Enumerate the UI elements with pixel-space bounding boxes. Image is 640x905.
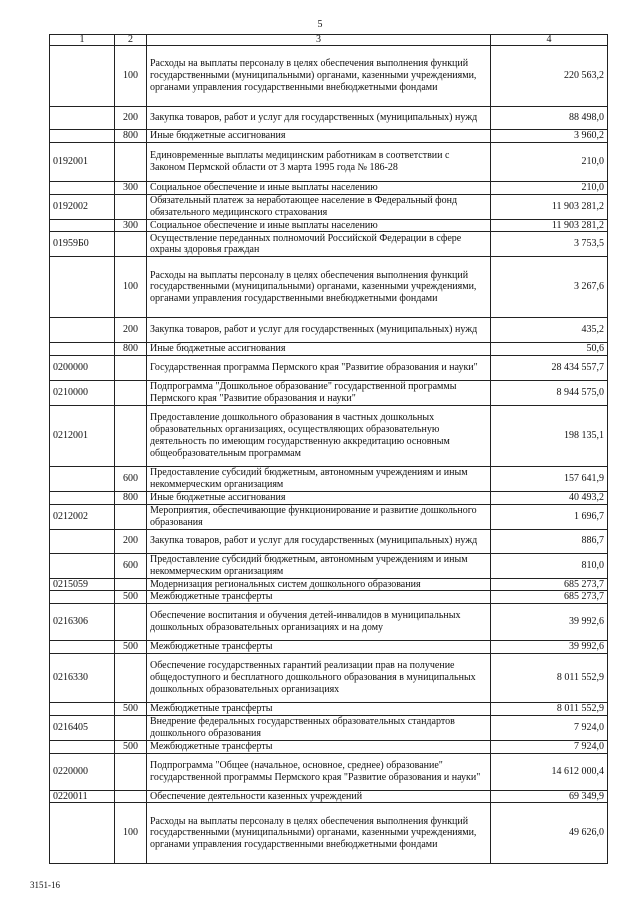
row-amount: 198 135,1 xyxy=(491,405,608,466)
table-row xyxy=(50,803,608,864)
row-code xyxy=(50,46,115,107)
row-code xyxy=(50,529,115,553)
table-row xyxy=(50,504,608,529)
row-expense-type: 100 xyxy=(115,257,147,318)
row-name: Расходы на выплаты персоналу в целях обеспечения выполнения функций государственными (муниципальными) органами, казенными учреждениями, органами управления государственными внебюджетными фондами xyxy=(147,257,491,318)
table-row xyxy=(50,46,608,107)
row-amount: 435,2 xyxy=(491,318,608,343)
row-expense-type xyxy=(115,604,147,641)
table-row xyxy=(50,142,608,181)
table-row xyxy=(50,491,608,504)
table-row xyxy=(50,130,608,143)
row-name: Иные бюджетные ассигнования xyxy=(147,491,491,504)
header-col-1: 1 xyxy=(50,35,115,46)
row-amount: 8 944 575,0 xyxy=(491,381,608,406)
table-row xyxy=(50,232,608,257)
table-row xyxy=(50,257,608,318)
table-row xyxy=(50,529,608,553)
row-code xyxy=(50,553,115,578)
table-row xyxy=(50,702,608,715)
row-name: Расходы на выплаты персоналу в целях обеспечения выполнения функций государственными (муниципальными) органами, казенными учреждениями, органами управления государственными внебюджетными фондами xyxy=(147,46,491,107)
row-name: Межбюджетные трансферты xyxy=(147,702,491,715)
row-name: Расходы на выплаты персоналу в целях обеспечения выполнения функций государственными (муниципальными) органами, казенными учреждениями, органами управления государственными внебюджетными фондами xyxy=(147,803,491,864)
row-amount: 88 498,0 xyxy=(491,107,608,130)
row-name: Иные бюджетные ассигнования xyxy=(147,343,491,356)
row-expense-type xyxy=(115,381,147,406)
table-row xyxy=(50,318,608,343)
row-amount: 685 273,7 xyxy=(491,591,608,604)
row-expense-type: 500 xyxy=(115,641,147,654)
row-code xyxy=(50,466,115,491)
row-name: Модернизация региональных систем дошкольного образования xyxy=(147,578,491,591)
row-amount: 1 696,7 xyxy=(491,504,608,529)
table-row xyxy=(50,653,608,702)
table-row xyxy=(50,466,608,491)
row-amount: 8 011 552,9 xyxy=(491,702,608,715)
row-expense-type: 800 xyxy=(115,491,147,504)
row-amount: 685 273,7 xyxy=(491,578,608,591)
row-amount: 220 563,2 xyxy=(491,46,608,107)
row-amount: 28 434 557,7 xyxy=(491,356,608,381)
row-name: Государственная программа Пермского края "Развитие образования и науки" xyxy=(147,356,491,381)
row-name: Межбюджетные трансферты xyxy=(147,591,491,604)
row-expense-type: 500 xyxy=(115,591,147,604)
table-row xyxy=(50,181,608,194)
row-expense-type: 200 xyxy=(115,529,147,553)
row-expense-type xyxy=(115,715,147,740)
row-expense-type xyxy=(115,504,147,529)
table-row xyxy=(50,740,608,753)
row-code: 0220011 xyxy=(50,790,115,803)
row-code xyxy=(50,491,115,504)
table-row xyxy=(50,553,608,578)
row-expense-type: 200 xyxy=(115,107,147,130)
row-expense-type: 100 xyxy=(115,803,147,864)
header-col-4: 4 xyxy=(491,35,608,46)
row-amount: 50,6 xyxy=(491,343,608,356)
document-code: 3151-16 xyxy=(30,880,60,890)
table-row xyxy=(50,641,608,654)
row-amount: 11 903 281,2 xyxy=(491,219,608,232)
row-expense-type: 800 xyxy=(115,130,147,143)
row-name: Внедрение федеральных государственных образовательных стандартов дошкольного образования xyxy=(147,715,491,740)
row-amount: 210,0 xyxy=(491,181,608,194)
row-name: Подпрограмма "Дошкольное образование" государственной программы Пермского края "Развитие образования и науки" xyxy=(147,381,491,406)
row-amount: 11 903 281,2 xyxy=(491,194,608,219)
header-col-3: 3 xyxy=(147,35,491,46)
row-expense-type: 300 xyxy=(115,219,147,232)
row-name: Подпрограмма "Общее (начальное, основное, среднее) образование" государственной программы Пермского края "Развитие образования и науки" xyxy=(147,753,491,790)
row-name: Социальное обеспечение и иные выплаты населению xyxy=(147,219,491,232)
row-code xyxy=(50,318,115,343)
row-name: Предоставление субсидий бюджетным, автономным учреждениям и иным некоммерческим организациям xyxy=(147,466,491,491)
table-row xyxy=(50,343,608,356)
row-amount: 14 612 000,4 xyxy=(491,753,608,790)
row-code: 0216306 xyxy=(50,604,115,641)
table-header-row xyxy=(50,35,608,46)
row-expense-type xyxy=(115,753,147,790)
row-expense-type: 500 xyxy=(115,702,147,715)
row-expense-type xyxy=(115,356,147,381)
row-expense-type xyxy=(115,653,147,702)
row-code xyxy=(50,803,115,864)
row-amount: 39 992,6 xyxy=(491,641,608,654)
row-amount: 3 960,2 xyxy=(491,130,608,143)
row-expense-type xyxy=(115,790,147,803)
row-amount: 39 992,6 xyxy=(491,604,608,641)
table-row xyxy=(50,604,608,641)
row-code: 0212001 xyxy=(50,405,115,466)
row-expense-type: 200 xyxy=(115,318,147,343)
table-row xyxy=(50,591,608,604)
row-name: Иные бюджетные ассигнования xyxy=(147,130,491,143)
row-name: Межбюджетные трансферты xyxy=(147,641,491,654)
row-name: Закупка товаров, работ и услуг для государственных (муниципальных) нужд xyxy=(147,529,491,553)
row-code: 0192001 xyxy=(50,142,115,181)
row-name: Закупка товаров, работ и услуг для государственных (муниципальных) нужд xyxy=(147,107,491,130)
row-expense-type xyxy=(115,194,147,219)
row-name: Обеспечение государственных гарантий реализации прав на получение общедоступного и бесплатного дошкольного образования в муниципальных дошкольных образовательных организациях xyxy=(147,653,491,702)
row-code xyxy=(50,740,115,753)
row-amount: 157 641,9 xyxy=(491,466,608,491)
row-amount: 810,0 xyxy=(491,553,608,578)
row-code xyxy=(50,181,115,194)
row-expense-type: 600 xyxy=(115,466,147,491)
row-code xyxy=(50,591,115,604)
table-row xyxy=(50,715,608,740)
row-expense-type: 100 xyxy=(115,46,147,107)
row-code: 0216330 xyxy=(50,653,115,702)
row-code xyxy=(50,343,115,356)
row-name: Обеспечение деятельности казенных учреждений xyxy=(147,790,491,803)
row-amount: 3 267,6 xyxy=(491,257,608,318)
table-row xyxy=(50,194,608,219)
row-code: 0215059 xyxy=(50,578,115,591)
page-number: 5 xyxy=(317,19,323,30)
row-code: 0220000 xyxy=(50,753,115,790)
row-name: Единовременные выплаты медицинским работникам в соответствии с Законом Пермской области от 3 марта 1995 года № 186-28 xyxy=(147,142,491,181)
row-expense-type xyxy=(115,232,147,257)
row-amount: 210,0 xyxy=(491,142,608,181)
row-code: 0216405 xyxy=(50,715,115,740)
table-row xyxy=(50,578,608,591)
row-name: Обеспечение воспитания и обучения детей-инвалидов в муниципальных дошкольных образовательных организациях и на дому xyxy=(147,604,491,641)
row-expense-type xyxy=(115,578,147,591)
row-name: Предоставление субсидий бюджетным, автономным учреждениям и иным некоммерческим организациям xyxy=(147,553,491,578)
table-row xyxy=(50,405,608,466)
table-row xyxy=(50,753,608,790)
row-expense-type xyxy=(115,405,147,466)
row-amount: 69 349,9 xyxy=(491,790,608,803)
row-amount: 3 753,5 xyxy=(491,232,608,257)
row-amount: 40 493,2 xyxy=(491,491,608,504)
row-code: 0192002 xyxy=(50,194,115,219)
row-code xyxy=(50,219,115,232)
row-code xyxy=(50,641,115,654)
row-name: Осуществление переданных полномочий Российской Федерации в сфере охраны здоровья граждан xyxy=(147,232,491,257)
row-code: 0210000 xyxy=(50,381,115,406)
row-code: 0212002 xyxy=(50,504,115,529)
row-expense-type: 600 xyxy=(115,553,147,578)
row-amount: 886,7 xyxy=(491,529,608,553)
row-code: 0200000 xyxy=(50,356,115,381)
row-code: 01959Б0 xyxy=(50,232,115,257)
table-row xyxy=(50,790,608,803)
header-col-2: 2 xyxy=(115,35,147,46)
row-name: Закупка товаров, работ и услуг для государственных (муниципальных) нужд xyxy=(147,318,491,343)
row-amount: 7 924,0 xyxy=(491,715,608,740)
budget-table xyxy=(49,34,608,864)
row-code xyxy=(50,107,115,130)
row-expense-type: 800 xyxy=(115,343,147,356)
row-code xyxy=(50,257,115,318)
table-row xyxy=(50,219,608,232)
row-code xyxy=(50,702,115,715)
row-code xyxy=(50,130,115,143)
row-amount: 8 011 552,9 xyxy=(491,653,608,702)
row-expense-type xyxy=(115,142,147,181)
row-name: Предоставление дошкольного образования в частных дошкольных образовательных организациях, осуществляющих образовательную деятельность по имеющим государственную аккредитацию основным общеобразовательным программам xyxy=(147,405,491,466)
row-amount: 7 924,0 xyxy=(491,740,608,753)
row-amount: 49 626,0 xyxy=(491,803,608,864)
row-name: Мероприятия, обеспечивающие функционирование и развитие дошкольного образования xyxy=(147,504,491,529)
row-expense-type: 500 xyxy=(115,740,147,753)
table-row xyxy=(50,381,608,406)
table-row xyxy=(50,356,608,381)
table-row xyxy=(50,107,608,130)
row-name: Обязательный платеж за неработающее население в Федеральный фонд обязательного медицинского страхования xyxy=(147,194,491,219)
row-expense-type: 300 xyxy=(115,181,147,194)
row-name: Социальное обеспечение и иные выплаты населению xyxy=(147,181,491,194)
row-name: Межбюджетные трансферты xyxy=(147,740,491,753)
